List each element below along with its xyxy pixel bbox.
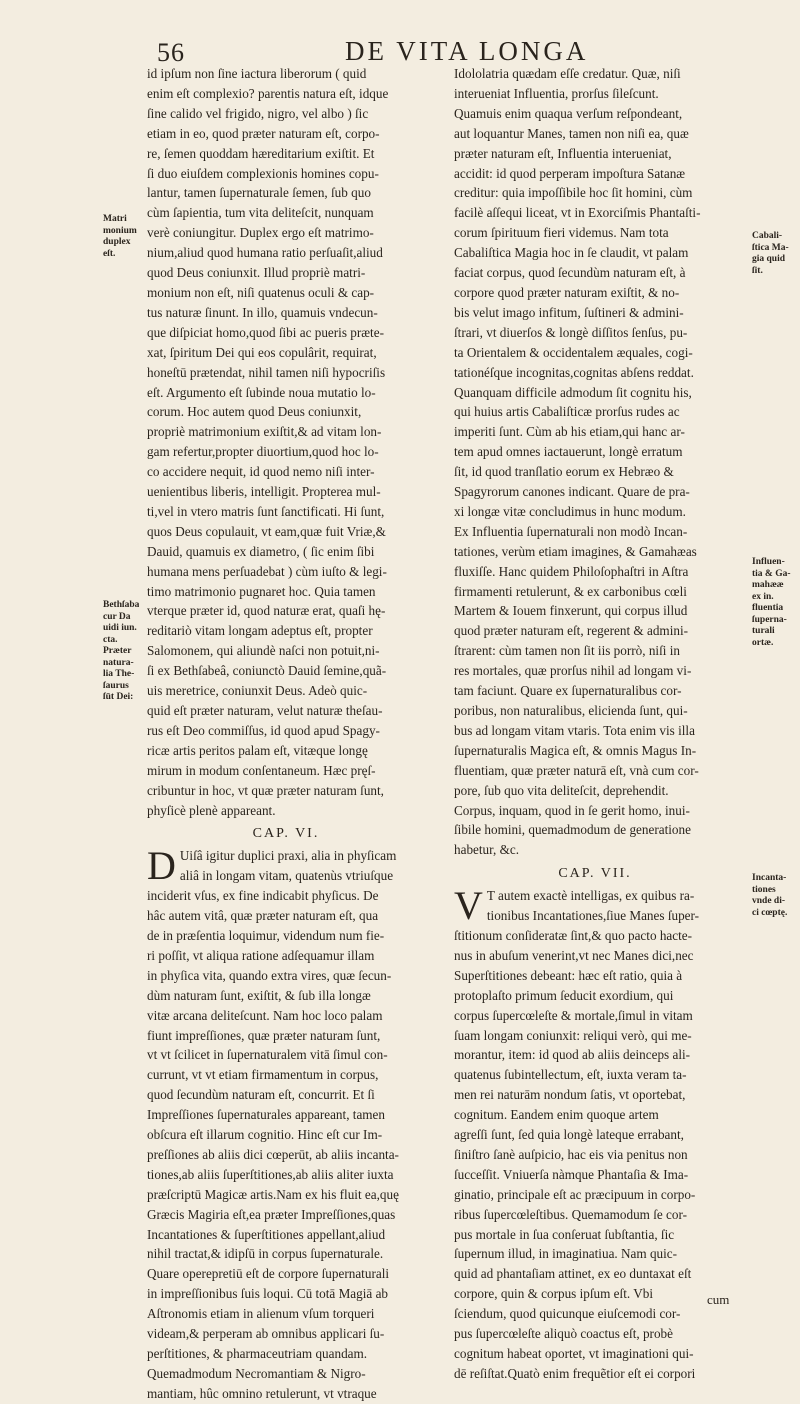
margin-line: Bethſaba xyxy=(103,600,140,610)
text-line: Corpus, inquam, quod in ſe gerit homo, inui- xyxy=(454,802,690,818)
text-line: humana mens perſuadebat ) cùm iuſto & legi- xyxy=(147,563,387,579)
text-line: ſtrarent: cùm tamen non ſit iis porrò, niſi in xyxy=(454,643,680,659)
margin-line: ci cœptę. xyxy=(752,907,788,918)
text-line: ta Orientalem & occidentalem æquales, cogi- xyxy=(454,344,693,360)
text-line: que diſpiciat homo,quod ſibi ac pueris præte- xyxy=(147,324,384,340)
text-line: vterque præter id, quod naturæ erat, quaſi hę- xyxy=(147,603,386,619)
text-line: Quanquam difficile admodum ſit cognitu his, xyxy=(454,384,692,400)
margin-line: tiones xyxy=(752,884,776,895)
text-line: vt vt ſcilicet in ſupernaturalem vitā ſimul con- xyxy=(147,1047,388,1063)
page-number: 56 xyxy=(157,38,185,67)
text-line: ſuam longam coniunxit: reliqui verò, qui me- xyxy=(454,1027,692,1043)
text-line: verè coniungitur. Duplex ergo eſt matrimo- xyxy=(147,225,374,241)
margin-note-cabalistica xyxy=(752,231,789,277)
text-line: tem apud omnes iactauerunt, longè erratum xyxy=(454,444,683,460)
text-line: ſit, id quod tranſlatio eorum ex Hebræo & xyxy=(454,464,674,480)
text-line: quod præter naturam eſt, regerent & admini- xyxy=(454,623,689,639)
text-line: reditariò vitam longam adeptus eſt, propter xyxy=(147,623,373,639)
text-line: in impreſſionibus ſuis loqui. Cū totā Magiā ab xyxy=(147,1286,389,1302)
text-line: imperiti ſunt. Cùm ab his etiam,qui hanc ar- xyxy=(454,424,685,440)
text-line: ri poſſit, vt aliqua ratione adſequamur illam xyxy=(147,947,375,963)
text-line: Uiſâ igitur duplici praxi, alia in phyſicam xyxy=(179,848,397,864)
text-line: timo matrimonio pugnaret hoc. Quia tamen xyxy=(147,583,376,599)
margin-note-matrimonium xyxy=(103,214,137,260)
text-line: fluentiam, quæ præter naturā eſt, vnà cum cor- xyxy=(454,762,699,778)
text-line: corum. Hoc autem quod Deus coniunxit, xyxy=(147,404,362,420)
text-line: dùm naturam ſunt, exiſtit, & ſub illa longæ xyxy=(147,987,371,1003)
text-line: pus ſupercœleſte aliquò coactus eſt, probè xyxy=(454,1326,673,1342)
text-line: quatenus ſubintellectum, eſt, iuxta veram ta- xyxy=(454,1067,687,1083)
text-line: in phyſica vita, quando extra vires, quæ ſecun- xyxy=(147,967,392,983)
margin-line: monium xyxy=(103,225,137,236)
text-line: habetur, &c. xyxy=(454,842,520,858)
text-line: aliâ in longam vitam, quatenùs vtriuſque xyxy=(179,868,394,884)
text-line: præſcriptū Magicæ artis.Nam ex his fluit ea,quę xyxy=(147,1186,399,1202)
text-line: phyſicè plenè appareant. xyxy=(147,802,276,818)
text-line: ſtrari, vt diuerſos & longè diſſitos ſenſus, pu- xyxy=(454,324,688,340)
text-line: lantur, tamen ſupernaturale ſemen, ſub quo xyxy=(147,185,371,201)
text-line: ſiniſtro ſanè auſpicio, hac eis via penitus non xyxy=(454,1146,688,1162)
text-line: ſciendum, quod quicunque eiuſcemodi cor- xyxy=(454,1306,681,1322)
text-line: nium,aliud quod humana ratio perſuaſit,aliud xyxy=(147,245,383,261)
text-line: ſi duo eiuſdem complexionis homines copu- xyxy=(147,165,379,181)
text-line: ſine calido vel frigido, nigro, vel albo ) ſic xyxy=(147,105,369,121)
text-line: fluxiſſe. Hanc quidem Philoſophaſtri in Aſtra xyxy=(454,563,689,579)
text-line: tationes, verùm etiam imagines, & Gamahæas xyxy=(454,543,697,559)
drop-cap: V xyxy=(454,883,483,929)
margin-line: ex in. xyxy=(752,591,774,602)
text-line: Impreſſiones ſupernaturales appareant, tamen xyxy=(147,1107,386,1123)
right-text-block xyxy=(454,64,736,860)
text-line: monium non eſt, niſi quatenus oculi & cap- xyxy=(147,284,375,300)
margin-line: ſuperna- xyxy=(752,614,787,625)
text-line: Dauid, quamuis ex diametro, ( ſic enim ſibi xyxy=(147,543,375,559)
text-line: eſt. Argumento eſt ſubinde noua mutatio lo- xyxy=(147,384,376,400)
text-line: uenientibus liberis, intelligit. Propterea mul- xyxy=(147,484,381,500)
margin-line: mahææ xyxy=(752,580,784,590)
margin-line: fluentia xyxy=(752,603,784,613)
text-line: xat, ſpiritum Dei qui eos copulârit, requirat, xyxy=(147,344,377,360)
catchword: cum xyxy=(707,1292,730,1307)
text-line: interueniat Influentia, prorſus ſileſcunt. xyxy=(454,85,659,101)
text-line: Quare operepretiū eſt de corpore ſupernaturali xyxy=(147,1266,390,1282)
text-line: aut loquantur Manes, tamen non niſi ea, quæ xyxy=(454,125,689,141)
margin-line: Influen- xyxy=(752,557,785,567)
margin-line: Incanta- xyxy=(752,873,787,883)
text-line: mirum in modum conſentaneum. Hæc pręſ- xyxy=(147,762,376,778)
text-line: quod Deus coniunxit. Illud propriè matri- xyxy=(147,265,366,281)
text-line: ginatio, principale eſt ac præcipuum in corpo- xyxy=(454,1186,696,1202)
text-line: præter naturam eſt, Influentia interueniat, xyxy=(454,145,672,161)
text-line: protoplaſto primum ſeducit exordium, qui xyxy=(454,987,674,1003)
text-line: hâc autem vitâ, quæ præter naturam eſt, qua xyxy=(147,908,379,924)
running-title: DE VITA LONGA xyxy=(345,36,589,66)
text-line: bus ad longam vitam vtaris. Tota enim vis illa xyxy=(454,722,695,738)
margin-note-incantationes xyxy=(752,873,787,919)
text-line: corpus ſupercœleſte & mortale,ſimul in vitam xyxy=(454,1007,693,1023)
right-column xyxy=(454,64,736,1384)
text-line: honeſtū prætendat, nihil tamen niſi hypocriſis xyxy=(147,364,386,380)
margin-line: lia The- xyxy=(103,669,135,679)
margin-line: ſūt Dei: xyxy=(103,692,134,702)
text-line: Salomonem, qui aliundè naſci non potuit,ni- xyxy=(147,643,380,659)
text-line: quos Deus copulauit, vt eam,quæ fuit Vriæ,& xyxy=(147,523,386,539)
text-line: dē reſiſtat.Quatò enim frequẽtior eſt ei corpori xyxy=(454,1365,696,1381)
text-line: morantur, item: id quod ab aliis deinceps ali- xyxy=(454,1047,691,1063)
text-line: Quamuis enim quaqua verſum reſpondeant, xyxy=(454,105,683,121)
text-line: quod ſecundùm naturam eſt, concurrit. Et ſi xyxy=(147,1087,375,1103)
text-line: pus mortale in ſua conſeruat ſubſtantia, ſic xyxy=(454,1226,675,1242)
text-line: etiam in eo, quod præter naturam eſt, corpo- xyxy=(147,125,380,141)
text-line: faciat corpus, quod ſecundùm naturam eſt, à xyxy=(454,265,686,281)
text-line: men rei naturām nondum ſatis, vt oportebat, xyxy=(454,1087,686,1103)
text-line: preſſiones ab aliis dici cœperūt, ab aliis incanta- xyxy=(147,1146,399,1162)
text-line: ribus ſupercœleſtibus. Quemamodum ſe cor- xyxy=(454,1206,688,1222)
text-line: id ipſum non ſine iactura liberorum ( quid xyxy=(147,66,367,81)
text-line: facilè aſſequi liceat, vt in Exorciſmis Phantaſti- xyxy=(454,205,701,221)
text-line: Incantationes & ſuperſtitiones appellant,aliud xyxy=(147,1226,386,1242)
text-line: inciderit vſus, ex fine indicabit phyſicus. De xyxy=(147,888,379,904)
text-line: Idololatria quædam eſſe credatur. Quæ, niſi xyxy=(454,66,681,81)
text-line: rus eſt Deo commiſſus, id quod apud Spagy- xyxy=(147,722,380,738)
text-line: obſcura eſt illarum cognitio. Hinc eſt cur Im- xyxy=(147,1127,383,1143)
text-line: de in præſentia loquimur, videndum num fie- xyxy=(147,927,385,943)
text-line: cùm ſapientia, tum vita deliteſcit, nunquam xyxy=(147,205,374,221)
text-line: T autem exactè intelligas, ex quibus ra- xyxy=(486,888,695,904)
text-line: pore, ſub quo vita deliteſcit, deprehendit. xyxy=(454,782,669,798)
text-line: enim eſt complexio? parentis natura eſt, idque xyxy=(147,85,389,101)
text-line: tam faciunt. Quare ex ſupernaturalibus cor- xyxy=(454,683,682,699)
drop-cap: D xyxy=(147,843,176,889)
text-line: Spagyrorum canones indicant. Quare de pra- xyxy=(454,484,690,500)
text-line: gam refertur,propter diuortium,quod hoc lo- xyxy=(147,444,379,460)
text-line: mantiam, hûc omnino retulerunt, vt vtraque xyxy=(147,1385,377,1401)
left-text-block xyxy=(147,64,425,820)
text-line: ti,vel in vtero matris ſunt ſanctificati. Hi ſunt, xyxy=(147,503,385,519)
text-line: Græcis Magiria eſt,ea præter Impreſſiones,quas xyxy=(147,1206,396,1222)
text-line: tiones,ab aliis ſuperſtitiones,ab aliis aliter iuxta xyxy=(147,1166,394,1182)
text-line: Cabaliſtica Magia hoc in ſe claudit, vt palam xyxy=(454,245,689,261)
margin-line: cur Da xyxy=(103,611,131,622)
margin-line: vnde di- xyxy=(752,896,785,906)
text-line: propriè matrimonium exiſtit,& ad vitam lon- xyxy=(147,424,382,440)
margin-line: ſaurus xyxy=(103,680,129,691)
chapter-heading-vii: CAP. VII. xyxy=(558,866,632,882)
text-line: vitæ arcana deliteſcunt. Nam hoc loco palam xyxy=(147,1007,383,1023)
text-line: creditur: quia impoſſibile hoc ſit homini, cùm xyxy=(454,185,693,201)
margin-line: tia & Ga- xyxy=(752,568,791,579)
text-line: ſibile homini, quemadmodum de generatione xyxy=(454,822,691,838)
text-line: ſucceſſit. Vniuerſa nàmque Phantaſia & Ima- xyxy=(454,1166,689,1182)
margin-line: natura- xyxy=(103,657,134,668)
margin-line: cta. xyxy=(103,634,118,645)
text-line: cognitum. Eandem enim quoque artem xyxy=(454,1107,659,1123)
text-line: Martem & Iouem finxerunt, qui corpus illud xyxy=(454,603,688,619)
text-line: tus naturæ ſinunt. In illo, quamuis vndecun- xyxy=(147,304,378,320)
margin-note-influentia xyxy=(752,557,791,649)
margin-line: Præter xyxy=(103,646,132,656)
text-line: bis velut imago infitum, ſuſtineri & admini- xyxy=(454,304,684,320)
text-line: corpore quod præter naturam exiſtit, & no- xyxy=(454,284,680,300)
text-line: Superſtitiones debeant: hæc eſt ratio, quia à xyxy=(454,967,683,983)
text-line: ſupernaturalis Magica eſt, & omnis Magus In- xyxy=(454,742,697,758)
chapter-heading-vi: CAP. VI. xyxy=(252,826,320,842)
text-line: tionibus Incantationes,ſiue Manes ſuper- xyxy=(486,908,700,924)
left-column xyxy=(147,64,425,1404)
text-line: videam,& perperam ab omnibus applicari ſu- xyxy=(147,1326,385,1342)
text-line: fiunt impreſſiones, quæ præter naturam ſunt, xyxy=(147,1027,381,1043)
margin-line: Cabali- xyxy=(752,231,783,241)
text-line: res mortales, quæ prorſus nihil ad longam vi- xyxy=(454,663,692,679)
text-line: re, ſemen quoddam hæreditarium exiſtit. Et xyxy=(147,145,375,161)
margin-line: duplex xyxy=(103,237,131,247)
text-line: Ex Influentia ſupernaturali non modò Incan- xyxy=(454,523,688,539)
text-line: quid ad phantaſiam attinet, ex eo duntaxat eſt xyxy=(454,1266,692,1282)
margin-line: turali xyxy=(752,626,775,636)
margin-line: ſtica Ma- xyxy=(752,242,789,253)
margin-line: eſt. xyxy=(103,248,116,259)
text-line: xi longæ vitæ concludimus in hunc modum. xyxy=(454,503,686,519)
margin-line: gia quid xyxy=(752,254,786,264)
margin-note-bethsaba xyxy=(103,600,139,704)
text-line: Quemadmodum Necromantiam & Nigro- xyxy=(147,1365,366,1381)
text-line: nus in abuſum venerint,vt nec Manes dici,nec xyxy=(454,947,694,963)
right-text-block-2 xyxy=(454,883,736,1384)
text-line: cribuntur in hoc, vt quæ præter naturam ſunt, xyxy=(147,782,384,798)
text-line: cognitum habeat oportet, vt imaginationi qui- xyxy=(454,1346,694,1361)
text-line: ricæ artis peritos palam eſt, vitæque longę xyxy=(147,742,368,758)
margin-line: uidi iun. xyxy=(103,623,137,633)
text-line: poribus, non naturalibus, elicienda ſunt, qui- xyxy=(454,703,688,718)
text-line: corpore, quin & corpus ipſum eſt. Vbi xyxy=(454,1286,654,1302)
text-line: nihil tractat,& idipſū in corpus ſupernaturale. xyxy=(147,1246,384,1262)
text-line: currunt, vt vt etiam firmamentum in corpus, xyxy=(147,1067,379,1083)
text-line: perſtitiones, & pharmaceutriam quandam. xyxy=(147,1346,368,1361)
text-line: Aſtronomis etiam in alienum vſum torqueri xyxy=(147,1306,375,1322)
text-line: agreſſi ſunt, ſed quia longè lateque errabant, xyxy=(454,1127,684,1143)
text-line: accidit: id quod perperam impoſtura Satanæ xyxy=(454,165,686,181)
text-line: firmamenti retulerunt, & ex carbonibus cœli xyxy=(454,583,687,599)
text-line: ſi ex Bethſabeâ, coniunctò Dauid ſemine,quã- xyxy=(147,663,387,679)
text-line: corum ſpirituum fieri videmus. Nam tota xyxy=(454,225,669,241)
text-line: ſupernum illud, in imaginatiua. Nam quic- xyxy=(454,1246,678,1262)
text-line: ſtitionum conſideratæ ſint,& quo pacto hacte- xyxy=(454,927,693,943)
text-line: uis meretrice, coniunxit Deus. Adeò quic- xyxy=(147,683,368,699)
text-line: quid eſt præter naturam, velut naturæ theſau- xyxy=(147,703,383,718)
left-text-block-2 xyxy=(147,843,425,1403)
text-line: tationéſque incognitas,cognitas abſens reddat. xyxy=(454,364,694,380)
text-line: co accidere nequit, id quod nemo niſi inter- xyxy=(147,464,375,480)
margin-line: ortæ. xyxy=(752,637,774,648)
margin-line: Matri xyxy=(103,214,127,224)
text-line: qui huius artis Cabaliſticæ prorſus rudes ac xyxy=(454,404,680,420)
margin-line: ſit. xyxy=(752,265,763,276)
